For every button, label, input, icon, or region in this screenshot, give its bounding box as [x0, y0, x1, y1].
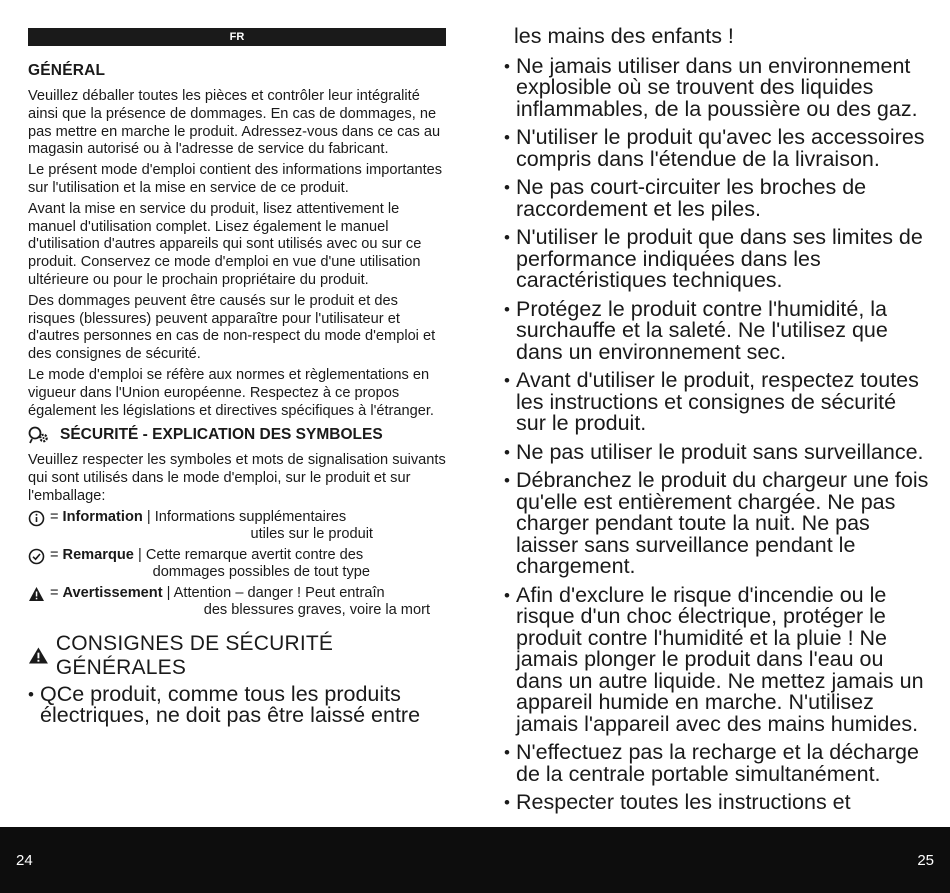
general-paragraph: Des dommages peuvent être causés sur le produit et des risques (blessures) peuvent apparaître pour l'utilisateur et d'autres personnes en cas de non-respect du mode d'emploi et des consignes de sécurité. — [28, 292, 436, 363]
check-circle-icon — [28, 548, 48, 571]
equals-sign: = — [50, 508, 59, 525]
general-heading: GÉNÉRAL — [28, 62, 106, 79]
symbol-description-cont: dommages possibles de tout type — [152, 564, 370, 581]
right-page-content — [504, 26, 930, 821]
warning-triangle-icon — [28, 646, 49, 665]
safety-bullet: • Ne pas utiliser le produit sans surveillance. — [504, 442, 930, 464]
language-label: FR — [28, 28, 446, 46]
info-circle-icon — [28, 510, 48, 533]
safety-bullet: • Débranchez le produit du chargeur une fois qu'elle est entièrement chargée. Ne pas charger pendant toute la nuit. Ne pas laisser sans surveillance pendant le chargement. — [504, 470, 930, 578]
general-paragraph: Veuillez déballer toutes les pièces et contrôler leur intégralité ainsi que la présence de dommages. En cas de dommages, ne pas mettre en marche le produit. Adressez-vous dans ce cas au magasin autorisé ou à l'adresse de service du fabricant. — [28, 88, 441, 158]
continued-text: les mains des enfants ! — [514, 24, 734, 48]
safety-gear-icon — [28, 426, 50, 444]
general-safety-title: CONSIGNES DE SÉCURITÉ GÉNÉRALES — [55, 631, 334, 679]
symbol-name: Remarque — [62, 546, 134, 563]
symbol-row-avertissement — [28, 585, 448, 620]
page-number-left: 24 — [16, 852, 33, 869]
safety-bullet: • Respecter toutes les instructions et — [504, 792, 930, 814]
page-number-right: 25 — [917, 852, 934, 869]
symbol-description: | Attention – danger ! Peut entraîn — [166, 584, 385, 601]
equals-sign: = — [50, 584, 59, 601]
symbol-row-remarque — [28, 547, 448, 582]
safety-symbols-title: SÉCURITÉ - EXPLICATION DES SYMBOLES — [60, 426, 383, 444]
safety-bullet: • N'utiliser le produit que dans ses limites de performance indiquées dans les caractéristiques techniques. — [504, 227, 930, 292]
symbol-name: Information — [62, 508, 143, 525]
safety-bullet: • Protégez le produit contre l'humidité, la surchauffe et la saleté. Ne l'utilisez que dans un environnement sec. — [504, 299, 930, 364]
safety-bullet-list-left — [28, 681, 448, 728]
general-safety-heading — [28, 632, 448, 680]
general-paragraph: Le présent mode d'emploi contient des informations importantes sur l'utilisation et la mise en service de ce produit. — [28, 162, 443, 196]
safety-bullet: • Ne jamais utiliser dans un environnement explosible où se trouvent des liquides inflammables, de la poussière ou des gaz. — [504, 56, 930, 121]
symbol-description: | Cette remarque avertit contre des — [137, 546, 364, 563]
symbol-description-cont: utiles sur le produit — [250, 526, 373, 543]
safety-bullet: • Ne pas court-circuiter les broches de raccordement et les piles. — [504, 177, 930, 220]
left-page-content — [28, 58, 448, 733]
warning-triangle-icon — [28, 586, 48, 608]
safety-bullet: • Avant d'utiliser le produit, respectez toutes les instructions et consignes de sécurité sur le produit. — [504, 370, 930, 435]
symbol-name: Avertissement — [62, 584, 163, 601]
safety-bullet: • QCe produit, comme tous les produits électriques, ne doit pas être laissé entre — [28, 684, 448, 727]
general-paragraph: Le mode d'emploi se réfère aux normes et règlementations en vigueur dans l'Union européenne. Respectez à ce propos également les législations et directives spécifiques à l'étranger. — [28, 366, 434, 419]
safety-bullet-list-right — [504, 53, 930, 814]
safety-symbols-intro: Veuillez respecter les symboles et mots de signalisation suivants qui sont utilisés dans le mode d'emploi, sur le produit et sur l'emballage: — [28, 452, 446, 504]
symbol-description-cont: des blessures graves, voire la mort — [203, 602, 430, 619]
safety-bullet: • Afin d'exclure le risque d'incendie ou le risque d'un choc électrique, protéger le produit contre l'humidité et la pluie ! Ne jamais plonger le produit dans l'eau ou dans un autre liquide. Ne mettez jamais un appareil humide en marche. N'utilisez jamais l'appareil avec des mains humides. — [504, 585, 930, 736]
safety-bullet: • N'effectuez pas la recharge et la décharge de la centrale portable simultanément. — [504, 742, 930, 785]
footer-bar — [0, 827, 950, 893]
symbol-row-information — [28, 509, 448, 544]
general-paragraph: Avant la mise en service du produit, lisez attentivement le manuel d'utilisation complet. Lisez également le manuel d'utilisation d'autres appareils qui sont utilisés avec ou sur ce produit. Conservez ce mode d'emploi en vue d'une utilisation ultérieure ou pour le prochain propriétaire du produit. — [28, 200, 422, 288]
symbol-description: | Informations supplémentaires — [146, 508, 347, 525]
equals-sign: = — [50, 546, 59, 563]
safety-bullet: • N'utiliser le produit qu'avec les accessoires compris dans l'étendue de la livraison. — [504, 127, 930, 170]
safety-symbols-heading — [28, 426, 448, 444]
